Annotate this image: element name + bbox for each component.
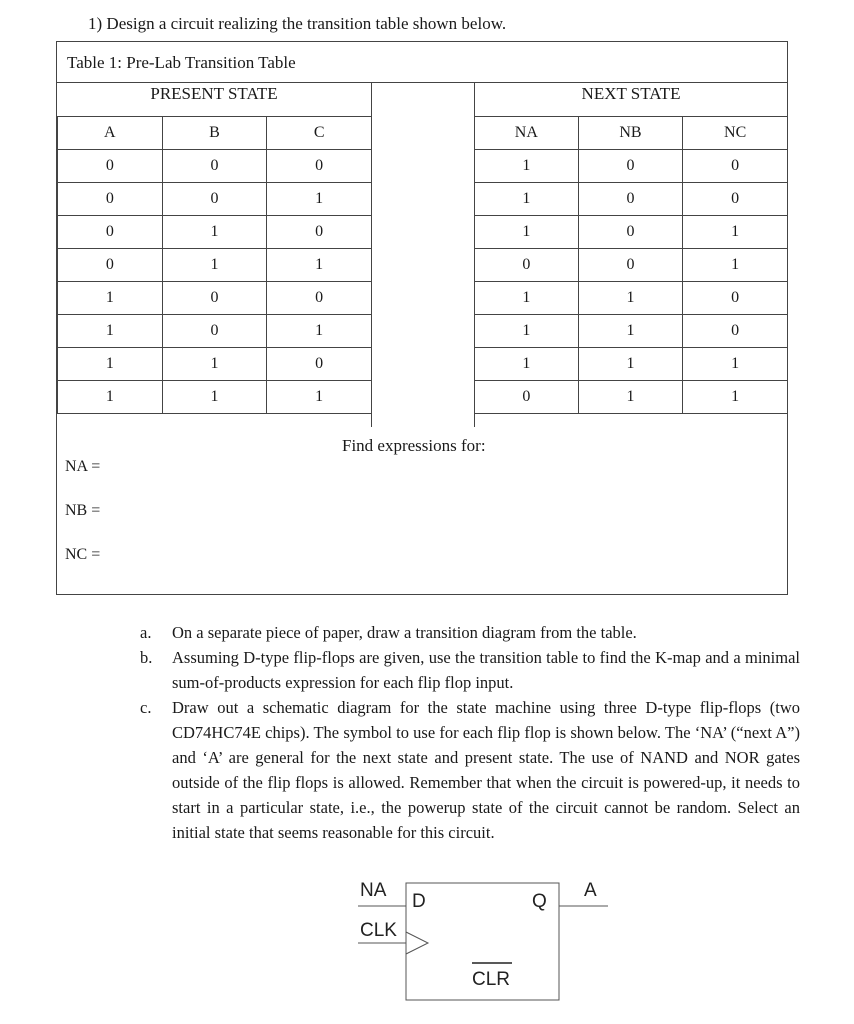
item-text: Assuming D-type flip-flops are given, use the transition table to find the K-map and a minimal sum-of-products expression for each flip flop input.: [172, 648, 800, 692]
present-column-header: A: [58, 117, 163, 150]
next-cell: 0: [475, 249, 579, 282]
next-cell: 1: [475, 348, 579, 381]
present-cell: 0: [162, 183, 267, 216]
present-header-row: [58, 117, 372, 150]
present-column-header: B: [162, 117, 267, 150]
item-marker: c.: [140, 698, 152, 717]
next-cell: 1: [475, 183, 579, 216]
next-cell: 1: [683, 381, 788, 414]
flipflop-clock-label: CLK: [360, 920, 397, 941]
table-row: [58, 216, 372, 249]
instruction-item: [140, 645, 800, 695]
item-text: Draw out a schematic diagram for the state machine using three D-type flip-flops (two CD74HC74E chips). The symbol to use for each flip flop is shown below. The ‘NA’ (“next A”) and ‘A’ are general for the next state and present state. The use of NAND and NOR gates outside of the flip flops is allowed. Remember that when the circuit is powered-up, it needs to start in a particular state, i.e., the powerup state of the circuit cannot be random. Select an initial state that seems reasonable for this circuit.: [172, 698, 800, 842]
table-row: [58, 183, 372, 216]
table-caption: Table 1: Pre-Lab Transition Table: [67, 53, 296, 72]
flipflop-output-label: A: [584, 880, 597, 901]
present-cell: 1: [267, 183, 372, 216]
next-state-table: [474, 116, 788, 414]
present-cell: 1: [267, 315, 372, 348]
find-expressions-label: Find expressions for:: [342, 436, 486, 455]
next-cell: 1: [578, 282, 683, 315]
present-cell: 0: [267, 150, 372, 183]
present-cell: 0: [58, 183, 163, 216]
present-cell: 0: [58, 249, 163, 282]
item-marker: b.: [140, 648, 153, 667]
next-cell: 0: [475, 381, 579, 414]
transition-table-frame: [56, 41, 788, 595]
next-cell: 1: [475, 216, 579, 249]
next-header-row: [475, 117, 788, 150]
present-cell: 0: [58, 150, 163, 183]
item-marker: a.: [140, 623, 152, 642]
present-cell: 1: [162, 348, 267, 381]
clock-triangle-icon: [406, 932, 428, 954]
table-row: [58, 282, 372, 315]
instruction-item: [140, 620, 800, 645]
next-cell: 0: [578, 183, 683, 216]
flipflop-d-pin: D: [412, 891, 426, 912]
table-row: [475, 249, 788, 282]
next-column-header: NC: [683, 117, 788, 150]
next-cell: 0: [578, 249, 683, 282]
table-row: [475, 183, 788, 216]
next-column-header: NB: [578, 117, 683, 150]
expression-nb: NB =: [65, 502, 101, 519]
flipflop-input-label: NA: [360, 880, 387, 901]
instruction-item: [140, 695, 800, 845]
present-state-table: [57, 116, 372, 414]
table-row: [475, 315, 788, 348]
present-cell: 0: [162, 315, 267, 348]
present-state-header: PRESENT STATE: [150, 84, 278, 103]
table-row: [475, 150, 788, 183]
next-cell: 0: [578, 150, 683, 183]
next-cell: 1: [683, 216, 788, 249]
table-row: [58, 315, 372, 348]
present-cell: 1: [162, 216, 267, 249]
flipflop-clear-pin: CLR: [472, 969, 511, 990]
instruction-list: [140, 620, 800, 845]
table-row: [475, 282, 788, 315]
table-row: [475, 216, 788, 249]
present-cell: 1: [58, 315, 163, 348]
table-row: [475, 381, 788, 414]
next-column-header: NA: [475, 117, 579, 150]
present-cell: 1: [58, 348, 163, 381]
present-cell: 1: [267, 249, 372, 282]
next-cell: 1: [683, 348, 788, 381]
next-cell: 1: [475, 150, 579, 183]
d-flipflop-symbol: [352, 875, 612, 1005]
next-cell: 0: [683, 150, 788, 183]
table-spacer-column: [371, 82, 475, 427]
next-state-header: NEXT STATE: [581, 84, 681, 103]
present-cell: 0: [267, 348, 372, 381]
next-cell: 1: [683, 249, 788, 282]
flipflop-q-pin: Q: [532, 891, 547, 912]
next-cell: 1: [475, 315, 579, 348]
next-cell: 1: [475, 282, 579, 315]
present-cell: 1: [58, 381, 163, 414]
table-row: [475, 348, 788, 381]
present-cell: 0: [267, 216, 372, 249]
next-cell: 1: [578, 381, 683, 414]
table-row: [58, 348, 372, 381]
question-title: 1) Design a circuit realizing the transition table shown below.: [88, 14, 507, 33]
present-cell: 0: [162, 150, 267, 183]
next-cell: 0: [683, 315, 788, 348]
next-cell: 1: [578, 348, 683, 381]
present-cell: 0: [267, 282, 372, 315]
present-cell: 1: [58, 282, 163, 315]
present-cell: 0: [58, 216, 163, 249]
present-cell: 1: [162, 249, 267, 282]
next-cell: 0: [683, 282, 788, 315]
next-cell: 0: [578, 216, 683, 249]
present-cell: 1: [267, 381, 372, 414]
expression-nc: NC =: [65, 546, 101, 563]
table-row: [58, 150, 372, 183]
expression-na: NA =: [65, 458, 101, 475]
table-row: [58, 381, 372, 414]
next-cell: 0: [683, 183, 788, 216]
table-row: [58, 249, 372, 282]
present-column-header: C: [267, 117, 372, 150]
present-cell: 0: [162, 282, 267, 315]
item-text: On a separate piece of paper, draw a transition diagram from the table.: [172, 623, 637, 642]
next-cell: 1: [578, 315, 683, 348]
present-cell: 1: [162, 381, 267, 414]
